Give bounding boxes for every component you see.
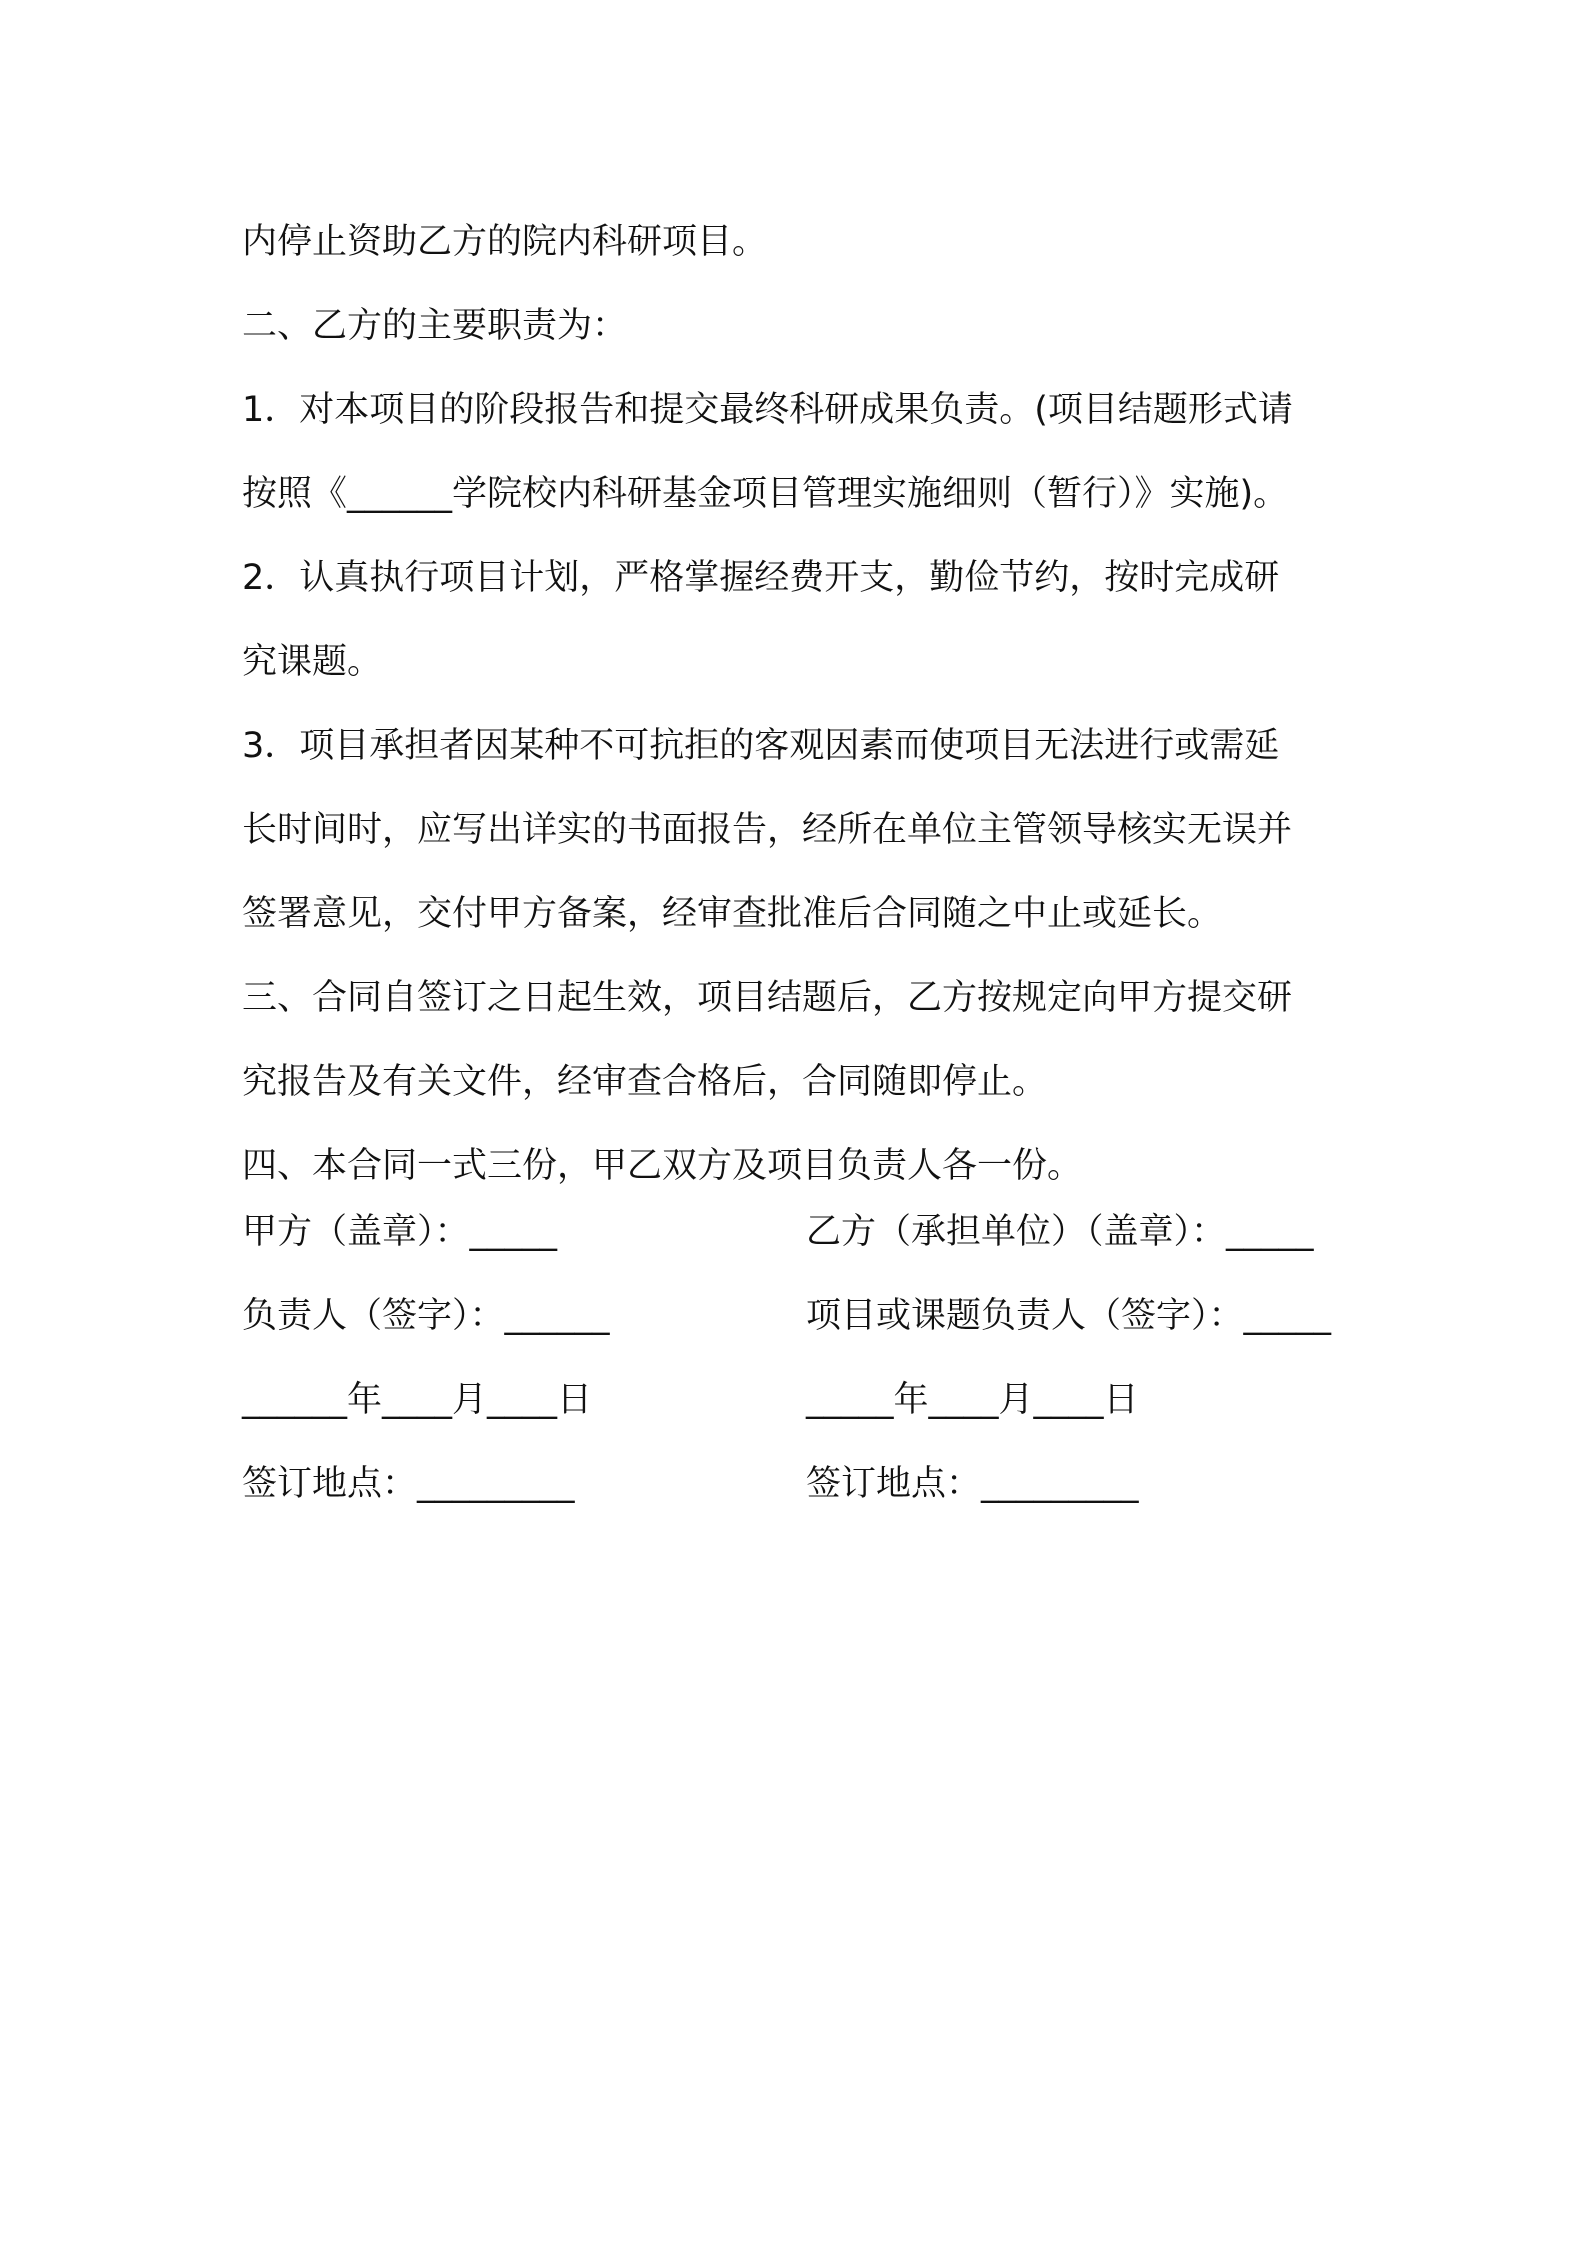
party-b-date-field: _____年____月____日 bbox=[806, 1380, 1139, 1420]
section-three-line-2: 究报告及有关文件，经审查合格后，合同随即停止。 bbox=[242, 1062, 1048, 1102]
body-line-1: 内停止资助乙方的院内科研项目。 bbox=[242, 222, 768, 262]
contract-body bbox=[242, 200, 1362, 1208]
clause-2-line-1: 2．认真执行项目计划，严格掌握经费开支，勤俭节约，按时完成研 bbox=[242, 558, 1280, 598]
clause-3-line-3: 签署意见，交付甲方备案，经审查批准后合同随之中止或延长。 bbox=[242, 894, 1223, 934]
seal-row bbox=[242, 1190, 1362, 1274]
clause-1-line-1: 1．对本项目的阶段报告和提交最终科研成果负责。(项目结题形式请 bbox=[242, 390, 1293, 430]
clause-3-line-1: 3．项目承担者因某种不可抗拒的客观因素而使项目无法进行或需延 bbox=[242, 726, 1280, 766]
signature-block bbox=[242, 1190, 1362, 1526]
section-four-line: 四、本合同一式三份，甲乙双方及项目负责人各一份。 bbox=[242, 1146, 1083, 1186]
party-b-place-field: 签订地点：_________ bbox=[806, 1464, 1139, 1504]
party-b-signer-field: 项目或课题负责人（签字）：_____ bbox=[806, 1296, 1332, 1336]
party-a-signer-field: 负责人（签字）：______ bbox=[242, 1296, 610, 1336]
clause-3-line-2: 长时间时，应写出详实的书面报告，经所在单位主管领导核实无误并 bbox=[242, 810, 1293, 850]
date-row bbox=[242, 1358, 1362, 1442]
section-two-heading: 二、乙方的主要职责为： bbox=[242, 306, 628, 346]
signer-row bbox=[242, 1274, 1362, 1358]
party-a-date-field: ______年____月____日 bbox=[242, 1380, 593, 1420]
party-a-place-field: 签订地点：_________ bbox=[242, 1464, 575, 1504]
party-a-seal-field: 甲方（盖章）：_____ bbox=[242, 1212, 558, 1252]
section-three-line-1: 三、合同自签订之日起生效，项目结题后，乙方按规定向甲方提交研 bbox=[242, 978, 1293, 1018]
place-row bbox=[242, 1442, 1362, 1526]
clause-2-line-2: 究课题。 bbox=[242, 642, 383, 682]
party-b-seal-field: 乙方（承担单位）（盖章）：_____ bbox=[806, 1212, 1314, 1252]
clause-1-line-2: 按照《______学院校内科研基金项目管理实施细则（暂行）》实施)。 bbox=[242, 474, 1289, 514]
